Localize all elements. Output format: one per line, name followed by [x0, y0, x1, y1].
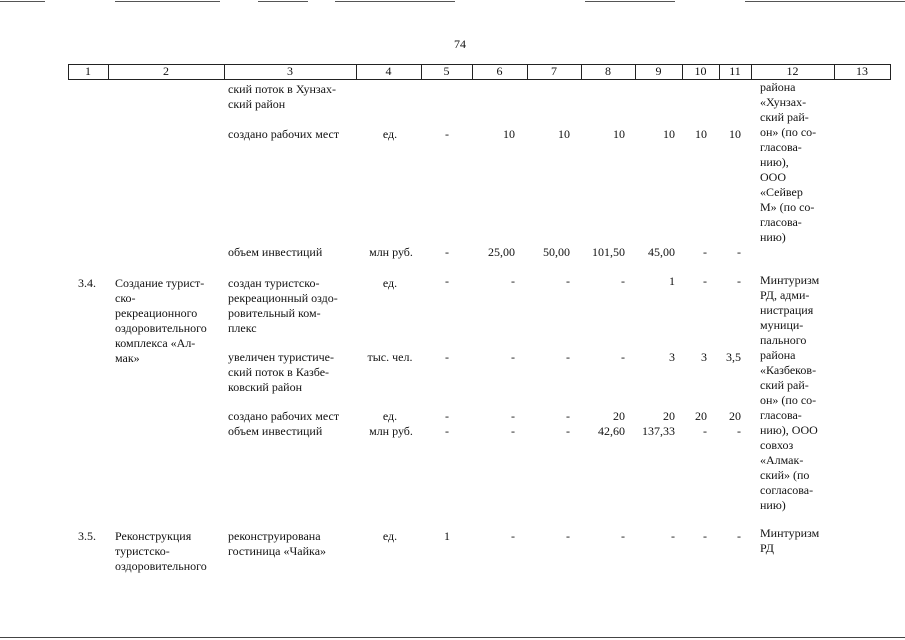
value-cell: -: [737, 529, 741, 543]
value-cell: 10: [503, 127, 515, 141]
value-cell: -: [511, 529, 515, 543]
indicator-text: объем инвестиций: [228, 424, 323, 438]
value-cell: 20: [663, 409, 675, 423]
value-cell: -: [445, 245, 449, 259]
value-cell: -: [621, 350, 625, 364]
value-cell: 3: [701, 350, 707, 364]
indicator-text: увеличен туристиче- ский поток в Казбе- ковский район: [228, 350, 334, 394]
unit-cell: млн руб.: [369, 424, 413, 438]
value-cell: -: [445, 350, 449, 364]
value-cell: -: [737, 424, 741, 438]
value-cell: -: [703, 424, 707, 438]
value-cell: 50,00: [543, 245, 570, 259]
indicator-text: создан туристско- рекреационный оздо- ровительный ком- плекс: [228, 276, 338, 335]
indicator-text: создано рабочих мест: [228, 409, 340, 423]
value-cell: 137,33: [642, 424, 675, 438]
scan-edge-rule: [115, 1, 220, 2]
value-cell: -: [703, 274, 707, 288]
indicator-text: ский поток в Хунзах- ский район: [228, 82, 336, 111]
responsible-cell: Минтуризм РД, адми- нистрация муници- пального района «Казбеков- ский рай- он» (по со- гласова- нию), ООО совхоз «Алмак- ский» (по согласова- нию): [760, 273, 820, 512]
value-cell: 1: [444, 529, 450, 543]
value-cell: -: [671, 529, 675, 543]
header-cell: 8: [605, 64, 611, 78]
value-cell: -: [511, 274, 515, 288]
responsible-cell: Минтуризм РД: [760, 526, 820, 555]
indicator-text: создано рабочих мест: [228, 127, 340, 141]
value-cell: -: [566, 529, 570, 543]
value-cell: 3,5: [726, 350, 741, 364]
value-cell: 10: [663, 127, 675, 141]
value-cell: 101,50: [592, 245, 625, 259]
unit-cell: млн руб.: [369, 245, 413, 259]
value-cell: -: [566, 409, 570, 423]
value-cell: 10: [695, 127, 707, 141]
unit-cell: ед.: [382, 409, 398, 423]
value-cell: 10: [729, 127, 741, 141]
value-cell: -: [566, 424, 570, 438]
scan-edge-rule: [745, 1, 905, 2]
value-cell: 20: [695, 409, 707, 423]
responsible-cell: района «Хунзах- ский рай- он» (по со- гласова- нию), ООО «Сейвер М» (по со- гласова- нию): [760, 80, 817, 244]
value-cell: 10: [613, 127, 625, 141]
value-cell: 10: [558, 127, 570, 141]
value-cell: -: [621, 529, 625, 543]
row-number: 3.5.: [78, 529, 96, 543]
value-cell: -: [703, 245, 707, 259]
unit-cell: тыс. чел.: [367, 350, 413, 364]
header-cell: 5: [443, 64, 450, 78]
value-cell: -: [566, 350, 570, 364]
unit-cell: ед.: [382, 127, 398, 141]
value-cell: -: [445, 409, 449, 423]
header-cell: 9: [655, 64, 662, 78]
value-cell: 25,00: [488, 245, 515, 259]
header-cell: 2: [163, 64, 169, 78]
header-cell: 11: [729, 64, 741, 78]
scan-edge-rule: [585, 1, 675, 2]
scan-edge-rule: [0, 1, 45, 2]
header-cell: 10: [694, 64, 707, 78]
value-cell: -: [621, 274, 625, 288]
value-cell: 1: [669, 274, 675, 288]
value-cell: 45,00: [648, 245, 675, 259]
value-cell: -: [511, 350, 515, 364]
value-cell: -: [737, 274, 741, 288]
header-column-border: [890, 64, 891, 80]
value-cell: 3: [669, 350, 675, 364]
header-cell: 7: [551, 64, 557, 78]
value-cell: 20: [613, 409, 625, 423]
header-cell: 4: [385, 64, 392, 78]
value-cell: -: [511, 424, 515, 438]
header-cell: 1: [85, 64, 91, 78]
scan-edge-rule: [335, 1, 455, 2]
measure-name: Реконструкция туристско- оздоровительного: [115, 529, 207, 573]
value-cell: 20: [729, 409, 741, 423]
header-cell: 13: [856, 64, 868, 78]
unit-cell: ед.: [382, 529, 398, 543]
page-number: 74: [454, 37, 466, 51]
header-cell: 12: [786, 64, 799, 78]
header-cell: 3: [287, 64, 293, 78]
value-cell: -: [445, 274, 449, 288]
measure-name: Создание турист- ско- рекреационного оздоровительного комплекса «Ал- мак»: [115, 276, 207, 365]
value-cell: 42,60: [598, 424, 625, 438]
indicator-text: реконструирована гостиница «Чайка»: [228, 529, 327, 558]
indicator-text: объем инвестиций: [228, 245, 323, 259]
unit-cell: ед.: [382, 276, 398, 290]
value-cell: -: [566, 274, 570, 288]
value-cell: -: [445, 127, 449, 141]
scan-edge-rule: [258, 1, 308, 2]
value-cell: -: [511, 409, 515, 423]
value-cell: -: [445, 424, 449, 438]
page-bottom-edge: [0, 637, 905, 638]
row-number: 3.4.: [78, 276, 96, 290]
value-cell: -: [703, 529, 707, 543]
header-cell: 6: [496, 64, 503, 78]
value-cell: -: [737, 245, 741, 259]
